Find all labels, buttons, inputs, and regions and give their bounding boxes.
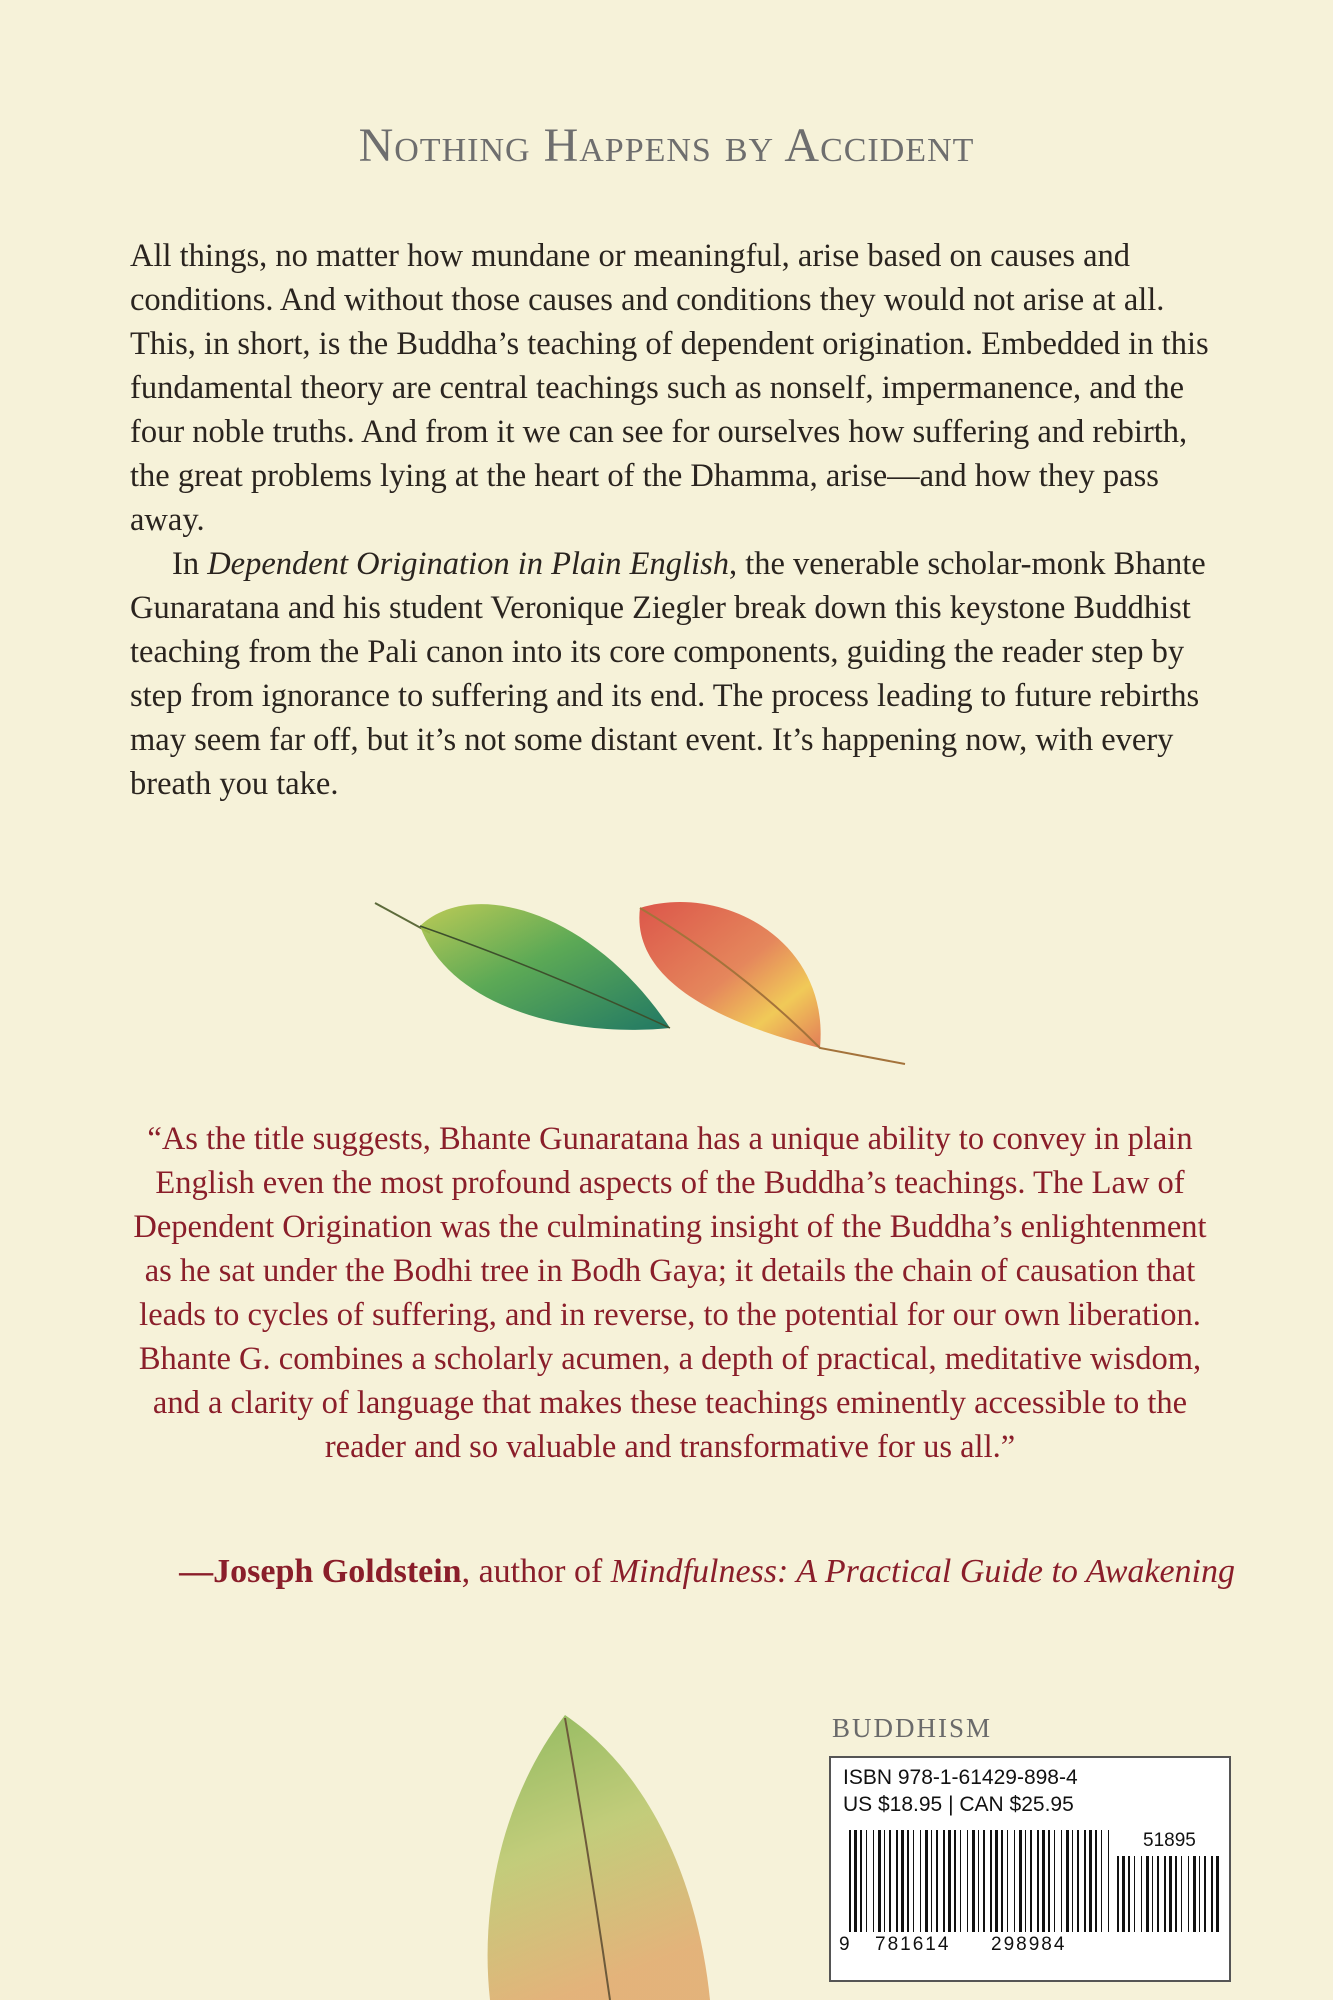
green-leaf — [375, 903, 670, 1030]
description-blurb — [130, 234, 1210, 806]
barcode-digit-first: 9 — [839, 1934, 850, 1955]
leaves-illustration — [360, 888, 930, 1078]
bottom-leaf-illustration — [470, 1710, 730, 2000]
red-leaf — [639, 902, 905, 1064]
book-title-italic: Dependent Origination in Plain English — [207, 546, 729, 582]
endorser-book-title: Mindfulness: A Practical Guide to Awakening — [610, 1553, 1235, 1590]
blurb-paragraph-2: In Dependent Origination in Plain English, the venerable scholar-monk Bhante Gunaratana and his student Veronique Ziegler break down this keystone Buddhist teaching from the Pali canon into its core components, guiding the reader step by step from ignorance to suffering and its end. The process leading to future rebirths may seem far off, but it’s not some distant event. It’s happening now, with every breath you take. — [130, 546, 1206, 802]
barcode-digits-left: 781614 — [875, 1934, 951, 1955]
back-cover-heading: Nothing Happens by Accident — [358, 119, 975, 172]
barcode-digits-right: 298984 — [991, 1934, 1067, 1955]
price-text: US $18.95 | CAN $25.95 — [843, 1793, 1074, 1816]
category-label: BUDDHISM — [832, 1713, 993, 1743]
endorsement-attribution: —Joseph Goldstein, author of Mindfulness: A Practical Guide to Awakening — [179, 1553, 1235, 1590]
blurb-paragraph-1: All things, no matter how mundane or meaningful, arise based on causes and conditions. And without those causes and conditions they would not arise at all. This, in short, is the Buddha’s teaching of dependent origination. Embedded in this fundamental theory are central teachings such as nonself, impermanence, and the four noble truths. And from it we can see for ourselves how suffering and rebirth, the great problems lying at the heart of the Dhamma, arise—and how they pass away. — [130, 238, 1209, 538]
endorsement-quote: “As the title suggests, Bhante Gunaratana has a unique ability to convey in plain English even the most profound aspects of the Buddha’s teachings. The Law of Dependent Origination was the culminating insight of the Buddha’s enlightenment as he sat under the Bodhi tree in Bodh Gaya; it details the chain of causation that leads to cycles of suffering, and in reverse, to the potential for our own liberation. Bhante G. combines a scholarly acumen, a depth of practical, meditative wisdom, and a clarity of language that makes these teachings eminently accessible to the reader and so valuable and transformative for us all.” — [133, 1121, 1207, 1465]
isbn-text: ISBN 978-1-61429-898-4 — [843, 1766, 1078, 1789]
isbn-barcode-box — [829, 1756, 1231, 1982]
addon-barcode — [1117, 1856, 1221, 1932]
ean-barcode — [849, 1830, 1109, 1932]
endorser-name: —Joseph Goldstein — [179, 1553, 462, 1590]
addon-number: 51895 — [1143, 1830, 1196, 1851]
